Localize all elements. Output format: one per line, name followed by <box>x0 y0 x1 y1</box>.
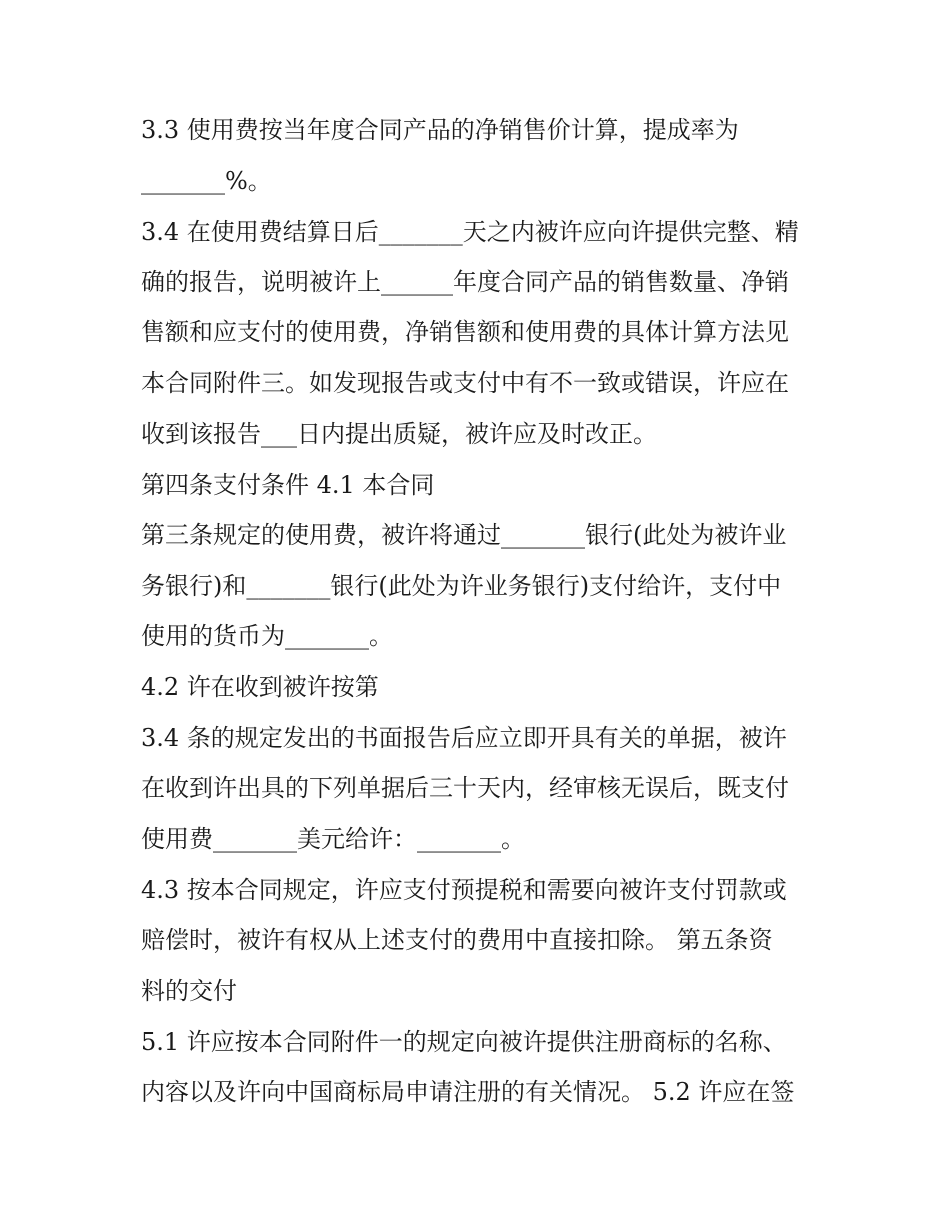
text-line: 4.2 许在收到被许按第 <box>141 673 379 701</box>
text-line: 务银行)和_______银行(此处为许业务银行)支付给许，支付中 <box>141 572 782 600</box>
text-line: 使用的货币为_______。 <box>141 622 393 650</box>
text-line: 3.3 使用费按当年度合同产品的净销售价计算，提成率为 <box>141 116 739 144</box>
text-line: 5.1 许应按本合同附件一的规定向被许提供注册商标的名称、 <box>141 1028 787 1056</box>
text-line: 在收到许出具的下列单据后三十天内，经审核无误后，既支付 <box>141 774 789 802</box>
text-line: 3.4 条的规定发出的书面报告后应立即开具有关的单据，被许 <box>141 724 787 752</box>
text-line: 收到该报告___日内提出质疑，被许应及时改正。 <box>141 420 657 448</box>
text-line: 本合同附件三。如发现报告或支付中有不一致或错误，许应在 <box>141 369 789 397</box>
text-line: 4.3 按本合同规定，许应支付预提税和需要向被许支付罚款或 <box>141 876 787 904</box>
text-line: 确的报告，说明被许上______年度合同产品的销售数量、净销 <box>141 268 789 296</box>
text-line: 使用费_______美元给许：_______。 <box>141 825 525 853</box>
text-line: 3.4 在使用费结算日后_______天之内被许应向许提供完整、精 <box>141 218 799 246</box>
text-line: 第三条规定的使用费，被许将通过_______银行(此处为被许业 <box>141 521 787 549</box>
section-heading: 第四条支付条件 4.1 本合同 <box>141 471 435 499</box>
text-line: _______%。 <box>141 167 272 195</box>
text-line: 赔偿时，被许有权从上述支付的费用中直接扣除。 第五条资 <box>141 926 773 954</box>
text-line: 内容以及许向中国商标局申请注册的有关情况。 5.2 许应在签 <box>141 1078 795 1106</box>
text-line: 售额和应支付的使用费，净销售额和使用费的具体计算方法见 <box>141 318 789 346</box>
text-line: 料的交付 <box>141 977 237 1005</box>
